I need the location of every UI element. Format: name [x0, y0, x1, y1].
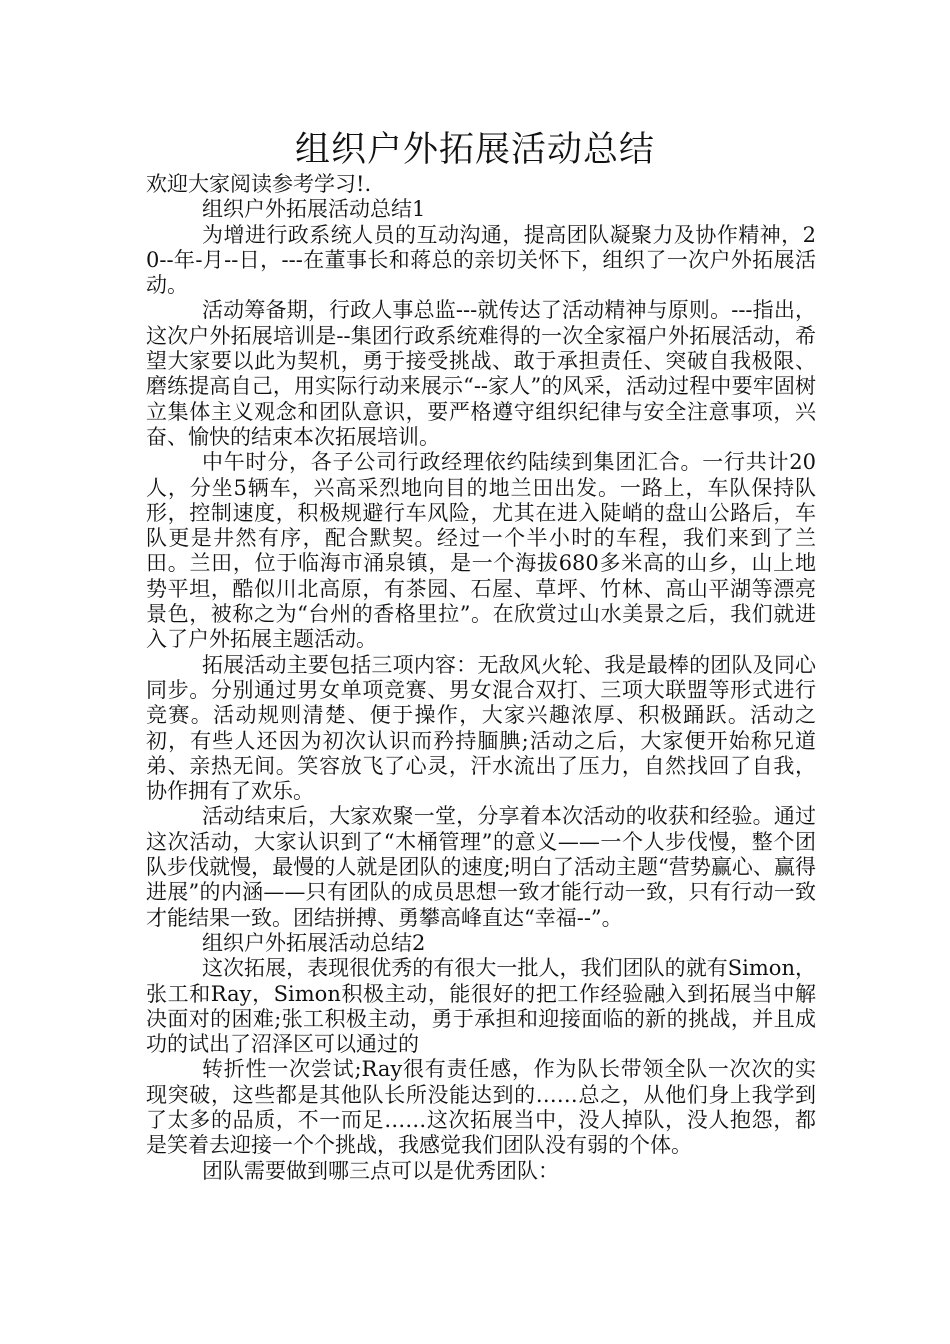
paragraph: 团队需要做到哪三点可以是优秀团队：: [202, 1158, 559, 1183]
paragraph: 拓展活动主要包括三项内容：无敌风火轮、我是最棒的团队及同心同步。分别通过男女单项竞赛、男女混合双打、三项大联盟等形式进行竞赛。活动规则清楚、便于操作，大家兴趣浓厚、积极踊跃。活动之初，有些人还因为初次认识而矜持腼腆;活动之后，大家便开始称兄道弟、亲热无间。笑容放飞了心灵，汗水流出了压力，自然找回了自我，协作拥有了欢乐。: [146, 652, 816, 804]
intro-line: 欢迎大家阅读参考学习!.: [146, 172, 372, 196]
paragraph: 活动筹备期，行政人事总监---就传达了活动精神与原则。---指出，这次户外拓展培训是--集团行政系统难得的一次全家福户外拓展活动，希望大家要以此为契机，勇于接受挑战、敢于承担责任、突破自我极限、磨练提高自己，用实际行动来展示“--家人”的风采，活动过程中要牢固树立集体主义观念和团队意识，要严格遵守组织纪律与安全注意事项，兴奋、愉快的结束本次拓展培训。: [146, 298, 816, 449]
paragraph: 为增进行政系统人员的互动沟通，提高团队凝聚力及协作精神，20--年-月--日，---在董事长和蒋总的亲切关怀下，组织了一次户外拓展活动。: [146, 222, 816, 298]
document-title: 组织户外拓展活动总结: [294, 130, 655, 170]
section-heading-2: 组织户外拓展活动总结2: [202, 930, 426, 955]
paragraph: 活动结束后，大家欢聚一堂，分享着本次活动的收获和经验。通过这次活动，大家认识到了“木桶管理”的意义——一个人步伐慢，整个团队步伐就慢，最慢的人就是团队的速度;明白了活动主题“营势赢心、赢得进展”的内涵——只有团队的成员思想一致才能行动一致，只有行动一致才能结果一致。团结拼搏、勇攀高峰直达“幸福--”。: [146, 804, 816, 930]
section-heading-1: 组织户外拓展活动总结1: [202, 197, 426, 222]
document-body: [146, 172, 816, 1184]
paragraph: 中午时分，各子公司行政经理依约陆续到集团汇合。一行共计20人，分坐5辆车，兴高采烈地向目的地兰田出发。一路上，车队保持队形，控制速度，积极规避行车风险，尤其在进入陡峭的盘山公路后，车队更是井然有序，配合默契。经过一个半小时的车程，我们来到了兰田。兰田，位于临海市涌泉镇，是一个海拔680多米高的山乡，山上地势平坦，酷似川北高原，有茶园、石屋、草坪、竹林、高山平湖等漂亮景色，被称之为“台州的香格里拉”。在欣赏过山水美景之后，我们就进入了户外拓展主题活动。: [146, 450, 816, 652]
paragraph: 转折性一次尝试;Ray很有责任感，作为队长带领全队一次次的实现突破，这些都是其他队长所没能达到的……总之，从他们身上我学到了太多的品质，不一而足……这次拓展当中，没人掉队，没人抱怨，都是笑着去迎接一个个挑战，我感觉我们团队没有弱的个体。: [146, 1057, 816, 1158]
paragraph: 这次拓展，表现很优秀的有很大一批人，我们团队的就有Simon，张工和Ray，Simon积极主动，能很好的把工作经验融入到拓展当中解决面对的困难;张工积极主动，勇于承担和迎接面临的新的挑战，并且成功的试出了沼泽区可以通过的: [146, 956, 816, 1057]
